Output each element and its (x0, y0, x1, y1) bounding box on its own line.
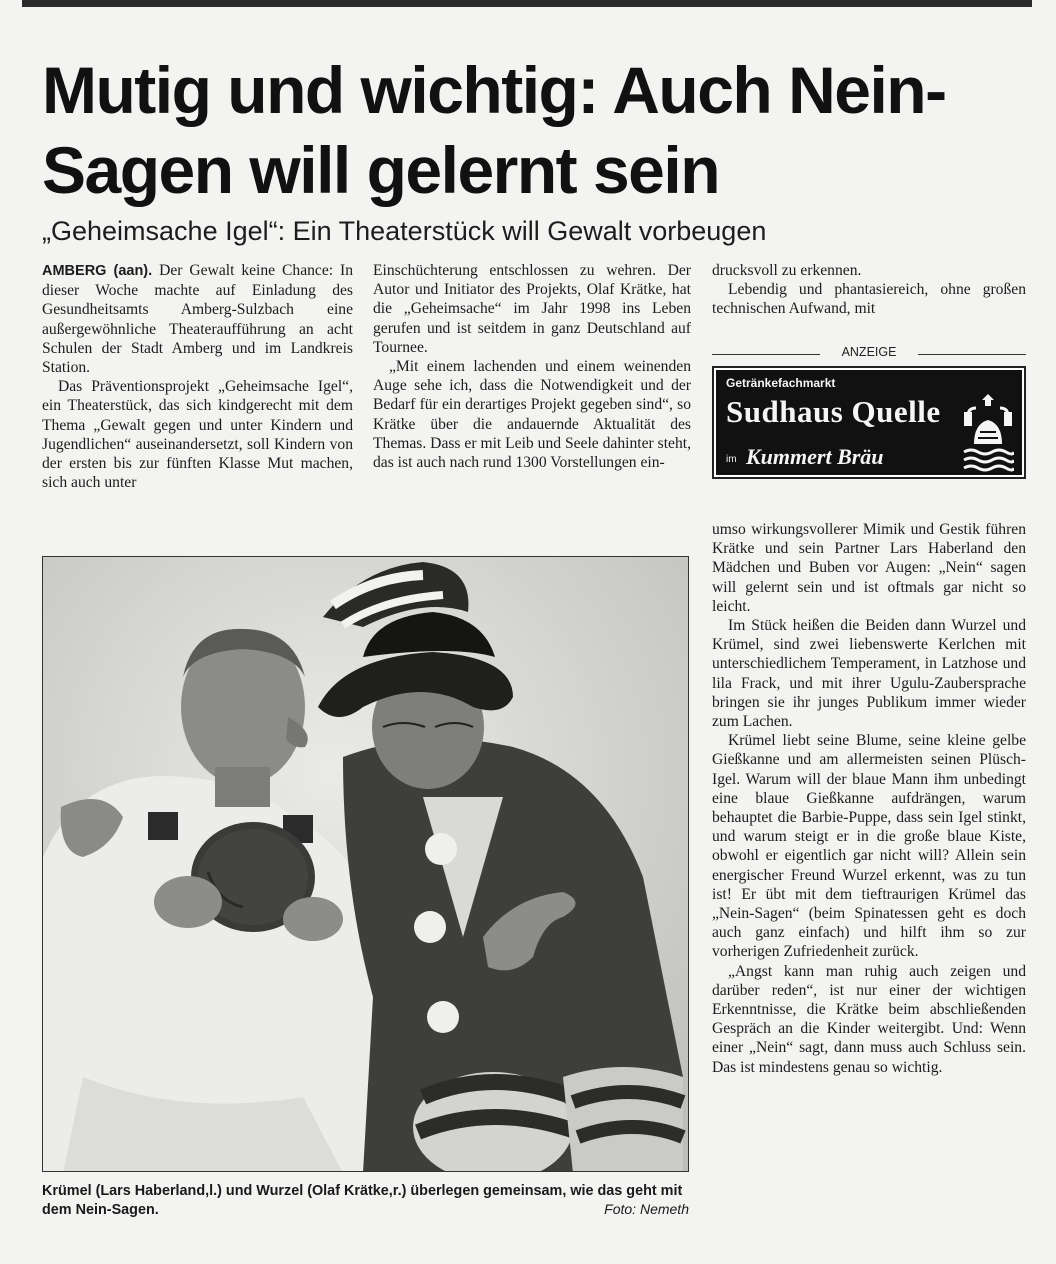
article-column-2 (373, 261, 691, 472)
article-column-3-top (712, 261, 1026, 319)
paragraph (42, 261, 353, 377)
ad-line-1: Getränkefachmarkt (726, 376, 836, 390)
article-column-1 (42, 261, 353, 492)
ad-line-3: Kummert Bräu (746, 444, 884, 469)
paragraph: umso wirkungsvollerer Mimik und Gestik führen Krätke und sein Partner Lars Haberland den Mädchen und Buben vor Augen: „Nein“ sagen will gelernt sein und ist oftmals gar nicht so leicht. (712, 521, 1026, 615)
ad-panel (716, 370, 1022, 475)
ad-line-2: Sudhaus Quelle (726, 394, 941, 429)
ad-line-3-prefix: im (726, 454, 737, 465)
paragraph: Einschüchterung entschlossen zu wehren. Der Autor und Initiator des Projekts, Olaf Krätke, hat die „Geheimsache“ im Jahr 1998 ins Leben gerufen und ist seitdem in ganz Deutschland auf Tournee. (373, 262, 691, 356)
subheadline: „Geheimsache Igel“: Ein Theaterstück will Gewalt vorbeugen (42, 216, 767, 246)
paragraph: drucksvoll zu erkennen. (712, 262, 862, 279)
paragraph: Krümel liebt seine Blume, seine kleine gelbe Gießkanne und am allermeisten seinen Plüsch-Igel. Warum will der blaue Mann ihm unbedingt eine blaue Gießkanne aufdrängen, warum behauptet die Barbie-Puppe, dass sein Igel stinkt, und warum steigt er in die große blaue Kiste, obwohl er eigentlich gar nicht will? Allein sein energischer Freund Wurzel erkennt, was zu tun ist! Er übt mit dem tieftraurigen Krümel das „Nein-Sagen“ (beim Spinatessen geht es doch auch ganz einfach) und hilft ihm so zur vorherigen Zufriedenheit zurück. (712, 732, 1026, 961)
ad-label: ANZEIGE (712, 345, 1026, 363)
photo-caption: Krümel (Lars Haberland,l.) und Wurzel (Olaf Krätke,r.) überlegen gemeinsam, wie das geht mit dem Nein-Sagen. (42, 1183, 683, 1218)
paragraph-text: Der Gewalt keine Chance: In dieser Woche machte auf Einladung des Gesundheitsamts Amberg-Sulzbach eine außergewöhnliche Theateraufführung an acht Schulen der Stadt Amberg und im Landkreis Station. (42, 262, 353, 377)
advertisement (712, 366, 1026, 479)
headline: Mutig und wichtig: Auch Nein-Sagen will gelernt sein (42, 53, 946, 207)
paragraph: Das Präventionsprojekt „Geheimsache Igel“, ein Theaterstück, das sich kindgerecht mit dem Thema „Gewalt gegen und unter Kindern und Jugendlichen“ auseinandersetzt, soll Kindern von der ersten bis zur fünften Klasse Mut machen, sich auch unter (42, 378, 353, 492)
top-rule (22, 0, 1032, 7)
paragraph: „Angst kann man ruhig auch zeigen und darüber reden“, ist nur einer der wichtigen Erkenntnisse, die Krätke beim abschließenden Gespräch an die Kinder weitergibt. Und: Wenn einer „Nein“ sagt, dann muss auch Schluss sein. Das ist mindestens genau so wichtig. (712, 962, 1026, 1076)
photo-credit: Foto: Nemeth (604, 1201, 689, 1217)
photo-illustration (43, 557, 689, 1172)
paragraph: Im Stück heißen die Beiden dann Wurzel und Krümel, sind zwei liebenswerte Kerlchen mit unterschiedlichem Temperament, in Latzhose und lila Frack, und mit ihrer Ugulu-Zaubersprache bringen sie ihr junges Publikum immer wieder zum Lachen. (712, 617, 1026, 731)
article-photo (42, 556, 689, 1172)
paragraph: Lebendig und phantasiereich, ohne großen technischen Aufwand, mit (712, 281, 1026, 318)
brewery-emblem-icon (962, 394, 1014, 472)
article-column-3-bottom (712, 520, 1026, 1077)
paragraph: „Mit einem lachenden und einem weinenden Auge sehe ich, dass die Notwendigkeit und der Bedarf für ein derartiges Projekt gegeben sind“, so Krätke über die andauernde Aktualität des Themas. Dass er mit Leib und Seele dahinter steht, das ist auch nach rund 1300 Vorstellungen ein- (373, 358, 691, 472)
dateline: AMBERG (aan). (42, 263, 153, 279)
